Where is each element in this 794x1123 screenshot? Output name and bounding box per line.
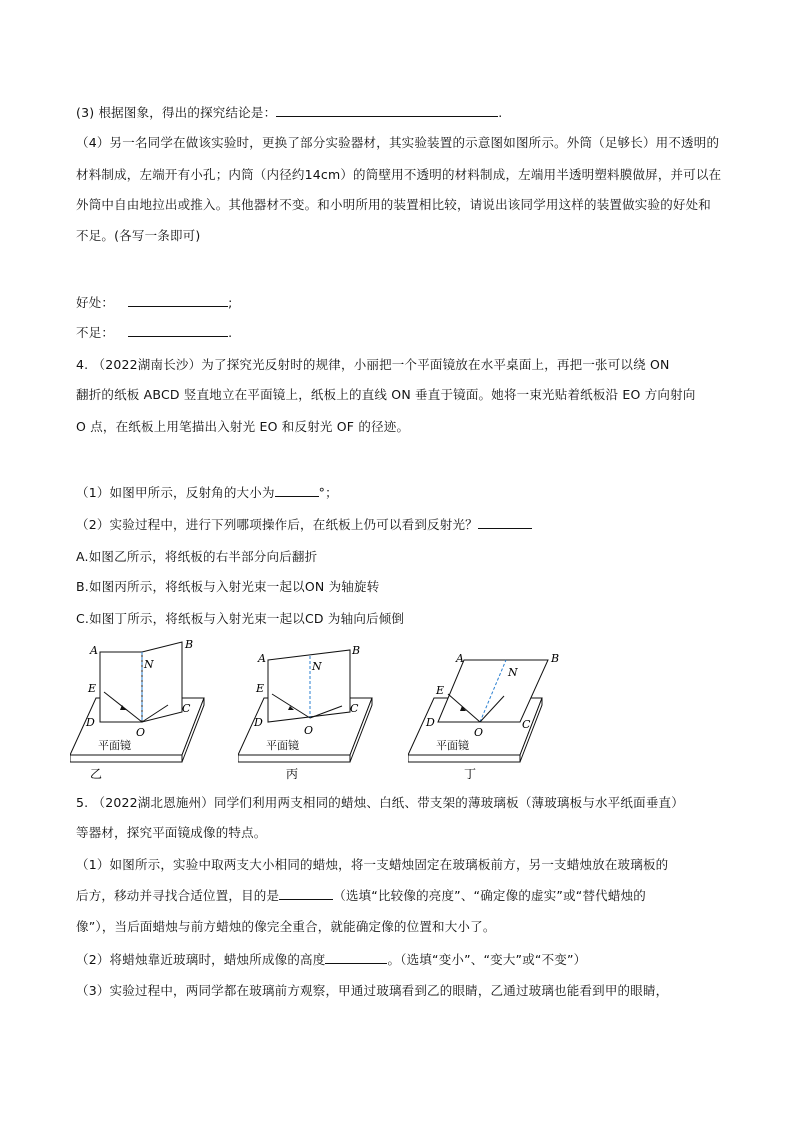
mirror-label: 平面镜 <box>436 739 469 752</box>
label-n: N <box>312 660 322 673</box>
label-o: O <box>136 726 146 739</box>
choice-answer-blank[interactable] <box>478 516 532 529</box>
mirror-front <box>408 755 520 762</box>
q5-stem-line-1: 5. （2022湖北恩施州）同学们利用两支相同的蜡烛、白纸、带支架的薄玻璃板（薄玻璃板与水平纸面垂直） <box>76 795 684 810</box>
q5-sub1-line-1: （1）如图所示，实验中取两支大小相同的蜡烛，将一支蜡烛固定在玻璃板前方，另一支蜡烛放在玻璃板的 <box>76 857 669 872</box>
q4-stem-line-3: O 点，在纸板上用笔描出入射光 EO 和反射光 OF 的径迹。 <box>76 419 410 434</box>
label-c: C <box>350 702 359 715</box>
board-rotated <box>268 650 350 722</box>
purpose-answer-blank[interactable] <box>279 887 333 900</box>
q4-sub2: （2）实验过程中，进行下列哪项操作后，在纸板上仍可以看到反射光？ <box>76 516 532 534</box>
label-d: D <box>426 716 435 729</box>
q5-sub1-line-3: 像”），当后面蜡烛与前方蜡烛的像完全重合，就能确定像的位置和大小了。 <box>76 919 496 934</box>
q4-text-line-2: 材料制成，左端开有小孔；内筒（内径约14cm）的筒壁用不透明的材料制成，左端用半透明塑料膜做屏，并可以在 <box>76 167 722 182</box>
q5-sub3: （3）实验过程中，两同学都在玻璃前方观察，甲通过玻璃看到乙的眼睛，乙通过玻璃也能看到甲的眼睛， <box>76 983 669 998</box>
q4-text-line-1: （4）另一名同学在做该实验时，更换了部分实验器材，其实验装置的示意图如图所示。外筒（足够长）用不透明的 <box>76 135 720 150</box>
figure-ding <box>408 640 578 780</box>
q4-sub1: （1）如图甲所示，反射角的大小为 °； <box>76 485 338 500</box>
label-a: A <box>456 652 464 665</box>
label-n: N <box>508 666 518 679</box>
caption-yi: 乙 <box>90 767 103 780</box>
mirror-label: 平面镜 <box>266 739 299 752</box>
good-label: 好处： <box>76 295 115 310</box>
label-e: E <box>436 684 445 697</box>
label-e: E <box>256 682 265 695</box>
q3-conclusion: (3) 根据图象，得出的探究结论是： . <box>76 105 503 120</box>
q4-text-line-3: 外筒中自由地拉出或推入。其他器材不变。和小明所用的装置相比较，请说出该同学用这样的装置做实验的好处和 <box>76 197 712 212</box>
figure-bing <box>238 640 398 780</box>
label-a: A <box>258 652 266 665</box>
label-a: A <box>90 644 98 657</box>
board-right-folded <box>142 642 182 722</box>
label-b: B <box>185 640 194 651</box>
good-answer-line: 好处： ; <box>76 295 233 310</box>
bad-label: 不足： <box>76 325 115 340</box>
mirror-front <box>238 755 350 762</box>
height-answer-blank[interactable] <box>325 951 387 964</box>
label-c: C <box>182 702 191 715</box>
good-answer-blank[interactable] <box>128 294 228 307</box>
label-b: B <box>352 644 361 657</box>
label-b: B <box>551 652 560 665</box>
q4-text-line-4: 不足。(各写一条即可) <box>76 228 201 243</box>
label-d: D <box>86 716 95 729</box>
answer-blank[interactable] <box>276 104 498 117</box>
label-e: E <box>88 682 97 695</box>
q4-stem-line-1: 4. （2022湖南长沙）为了探究光反射时的规律，小丽把一个平面镜放在水平桌面上，再把一张可以绕 ON <box>76 357 670 372</box>
figure-yi <box>70 640 230 780</box>
reflection-figures <box>70 640 590 780</box>
bad-answer-blank[interactable] <box>128 324 228 337</box>
label-o: O <box>304 724 314 737</box>
bad-answer-line: 不足： . <box>76 325 233 340</box>
option-c: C.如图丁所示，将纸板与入射光束一起以CD 为轴向后倾倒 <box>76 611 405 626</box>
board-left <box>100 652 142 722</box>
q5-sub2: （2）将蜡烛靠近玻璃时，蜡烛所成像的高度 。（选填“变小”、“变大”或“不变”） <box>76 952 587 967</box>
mirror-front <box>70 755 182 762</box>
caption-ding: 丁 <box>464 767 477 780</box>
q3-conclusion-text: (3) 根据图象，得出的探究结论是： <box>76 105 277 120</box>
q5-stem-line-2: 等器材，探究平面镜成像的特点。 <box>76 825 267 840</box>
mirror-label: 平面镜 <box>98 739 131 752</box>
q5-sub1-line-2: 后方，移动并寻找合适位置，目的是 （选填“比较像的亮度”、“确定像的虚实”或“替代蜡烛的 <box>76 888 646 903</box>
caption-bing: 丙 <box>286 767 299 780</box>
label-c: C <box>522 718 531 731</box>
label-n: N <box>144 658 154 671</box>
label-d: D <box>254 716 263 729</box>
angle-answer-blank[interactable] <box>275 484 319 497</box>
option-a: A.如图乙所示，将纸板的右半部分向后翻折 <box>76 549 318 564</box>
q4-stem-line-2: 翻折的纸板 ABCD 竖直地立在平面镜上，纸板上的直线 ON 垂直于镜面。她将一束光贴着纸板沿 EO 方向射向 <box>76 387 696 402</box>
option-b: B.如图丙所示，将纸板与入射光束一起以ON 为轴旋转 <box>76 579 380 594</box>
label-o: O <box>474 726 484 739</box>
